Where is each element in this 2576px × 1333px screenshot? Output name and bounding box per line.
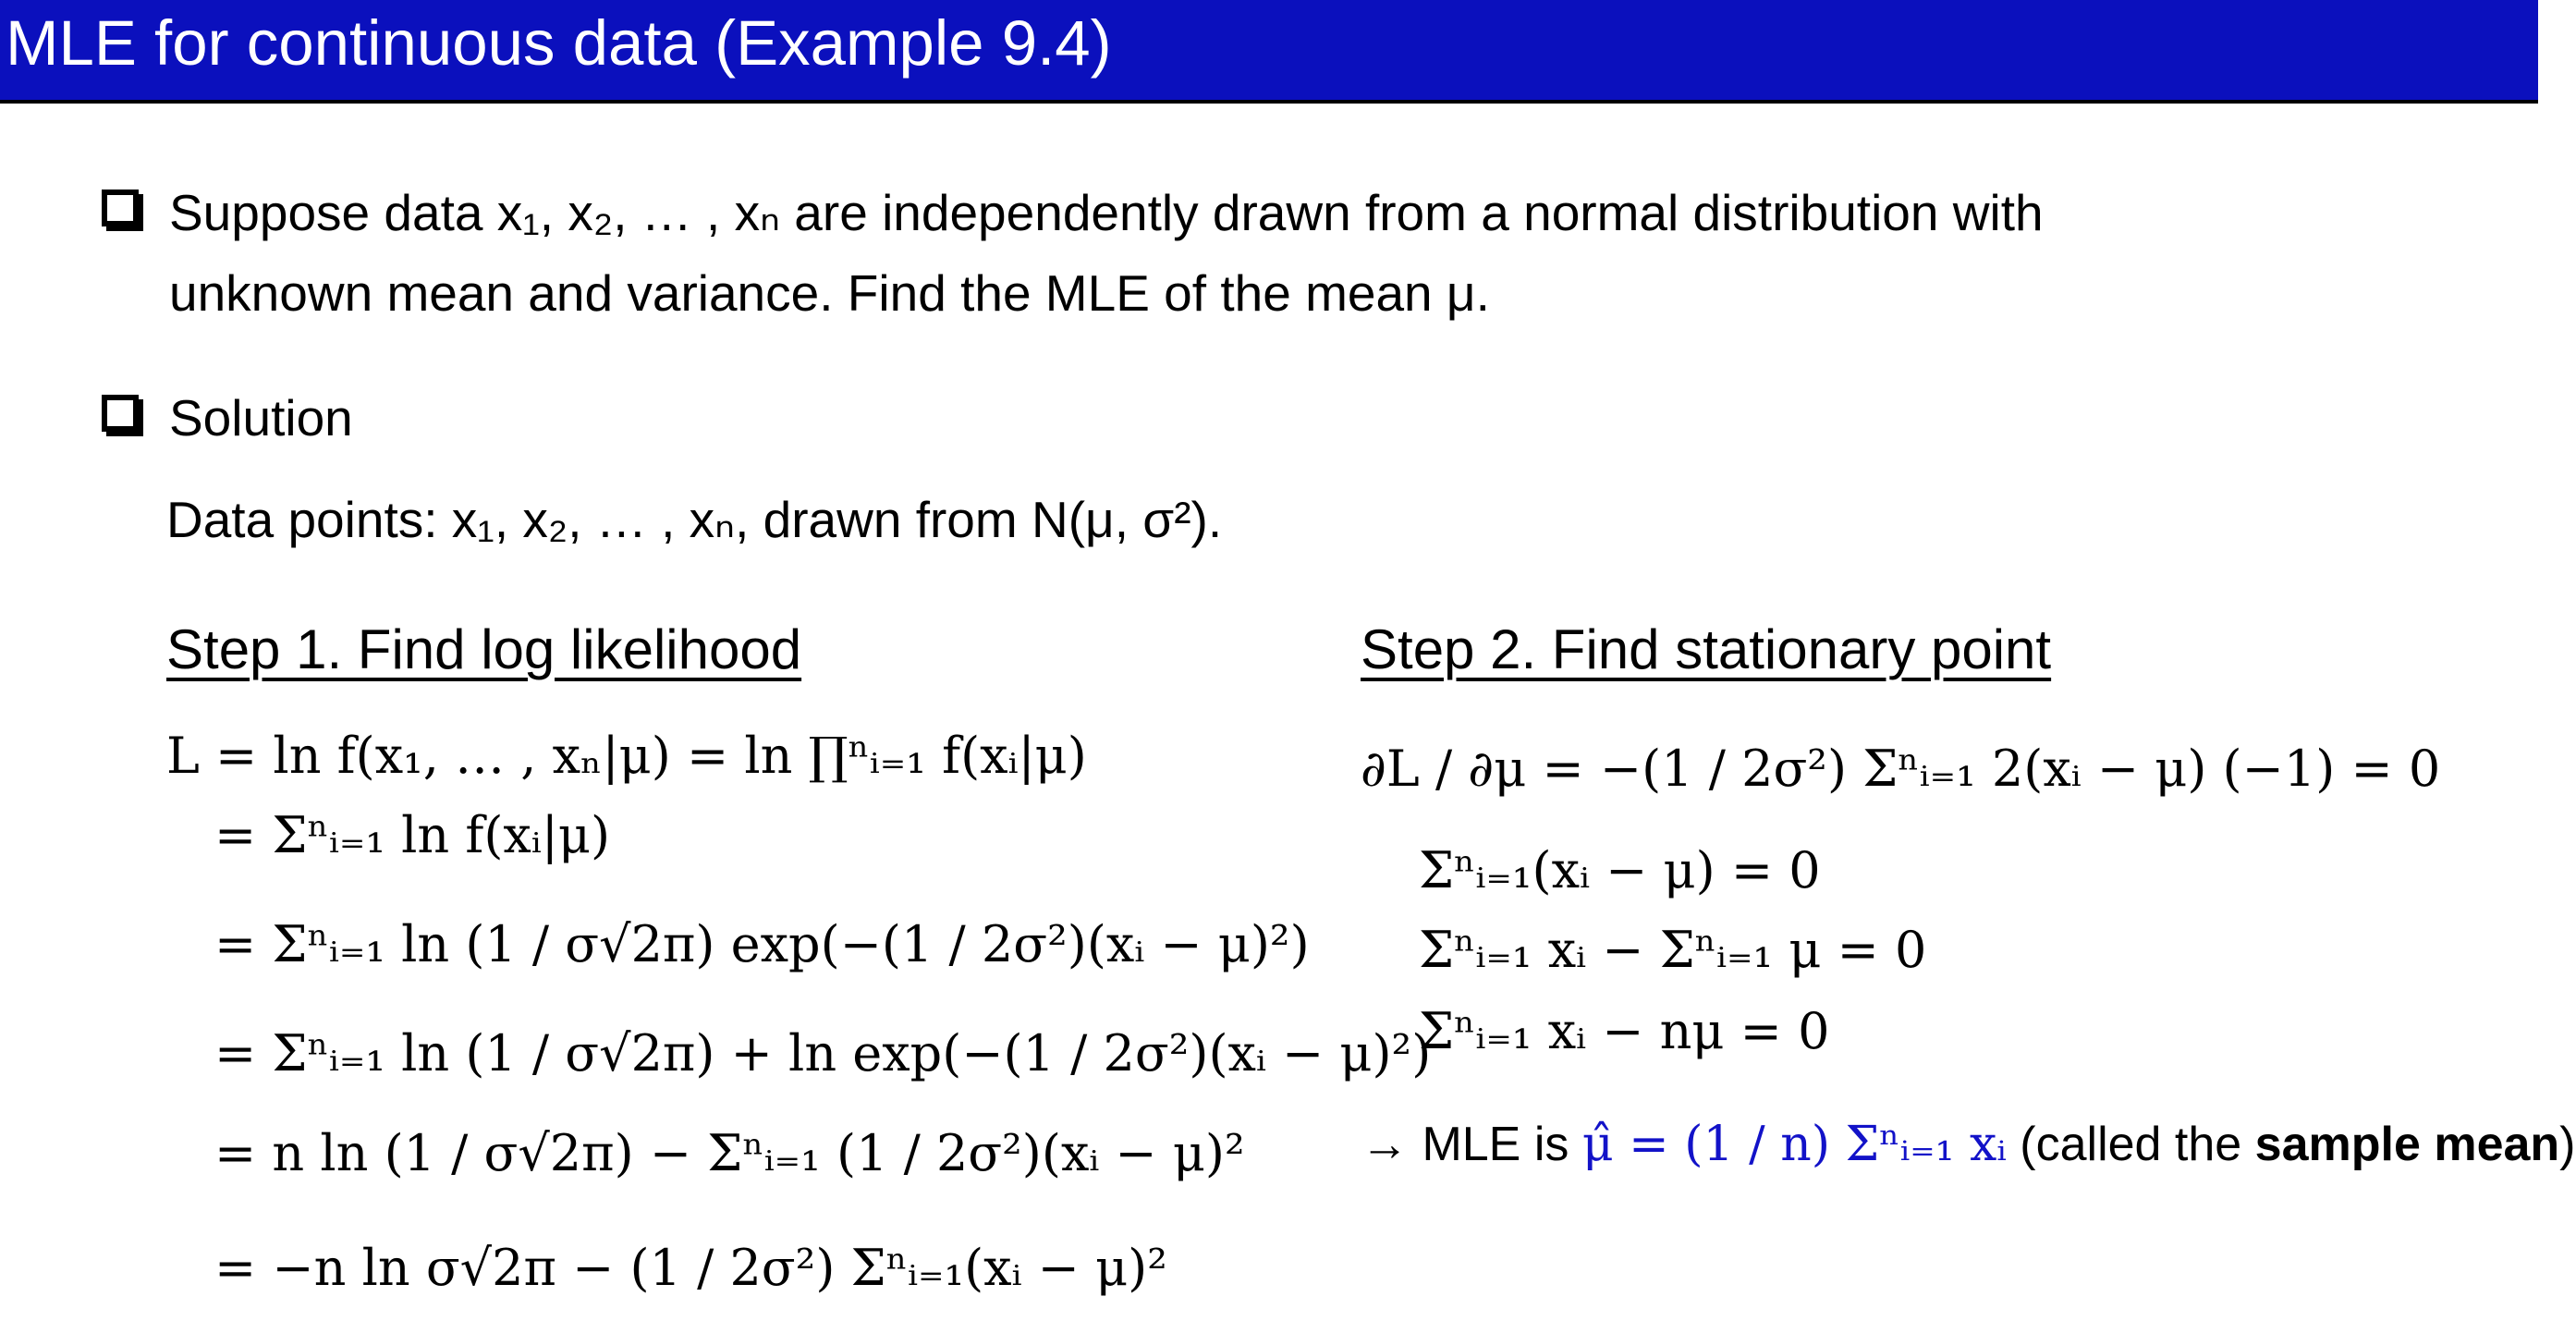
problem-line-2: unknown mean and variance. Find the MLE of the mean μ. [169, 264, 1490, 322]
slide-title: MLE for continuous data (Example 9.4) [6, 7, 1112, 79]
title-bar [0, 0, 2538, 104]
bullet-box-icon [102, 190, 139, 226]
mle-conclusion [1361, 1115, 2576, 1174]
step2-equation-line: Σⁿᵢ₌₁(xᵢ − μ) = 0 [1419, 841, 1821, 899]
step1-heading: Step 1. Find log likelihood [166, 618, 802, 680]
problem-line-1: Suppose data x₁, x₂, … , xₙ are independently drawn from a normal distribution with [169, 184, 2044, 241]
conclusion-paren-close: ) [2559, 1118, 2576, 1171]
bullet-box-icon [102, 395, 139, 432]
step2-equation-line: Σⁿᵢ₌₁ xᵢ − Σⁿᵢ₌₁ μ = 0 [1419, 921, 1927, 979]
sample-mean-term: sample mean [2254, 1118, 2560, 1171]
step1-equation-line: = −n ln σ√2π − (1 ∕ 2σ²) Σⁿᵢ₌₁(xᵢ − μ)² [214, 1239, 1167, 1297]
data-points-line: Data points: x₁, x₂, … , xₙ, drawn from N(μ, σ²). [166, 491, 1223, 548]
sample-mean-formula: μ̂ = (1 ∕ n) Σⁿᵢ₌₁ xᵢ [1581, 1117, 2007, 1172]
step1-equation-line: = Σⁿᵢ₌₁ ln (1 ∕ σ√2π) + ln exp(−(1 ∕ 2σ²)(xᵢ − μ)²) [214, 1024, 1432, 1082]
conclusion-prefix: → MLE is [1361, 1118, 1569, 1171]
step2-heading: Step 2. Find stationary point [1361, 618, 2052, 680]
conclusion-paren-open: (called the [2020, 1118, 2242, 1171]
solution-label: Solution [169, 389, 353, 446]
step2-equation-line: ∂L ∕ ∂μ = −(1 ∕ 2σ²) Σⁿᵢ₌₁ 2(xᵢ − μ) (−1) = 0 [1361, 740, 2441, 798]
step1-equation-line: = Σⁿᵢ₌₁ ln f(xᵢ|μ) [214, 806, 611, 864]
step2-equation-line: Σⁿᵢ₌₁ xᵢ − nμ = 0 [1419, 1002, 1830, 1060]
step1-equation-line: = n ln (1 ∕ σ√2π) − Σⁿᵢ₌₁ (1 ∕ 2σ²)(xᵢ − μ)² [214, 1124, 1245, 1182]
step1-equation-line: L = ln f(x₁, … , xₙ|μ) = ln ∏ⁿᵢ₌₁ f(xᵢ|μ) [166, 727, 1087, 785]
step1-equation-line: = Σⁿᵢ₌₁ ln (1 ∕ σ√2π) exp(−(1 ∕ 2σ²)(xᵢ − μ)²) [214, 915, 1310, 973]
